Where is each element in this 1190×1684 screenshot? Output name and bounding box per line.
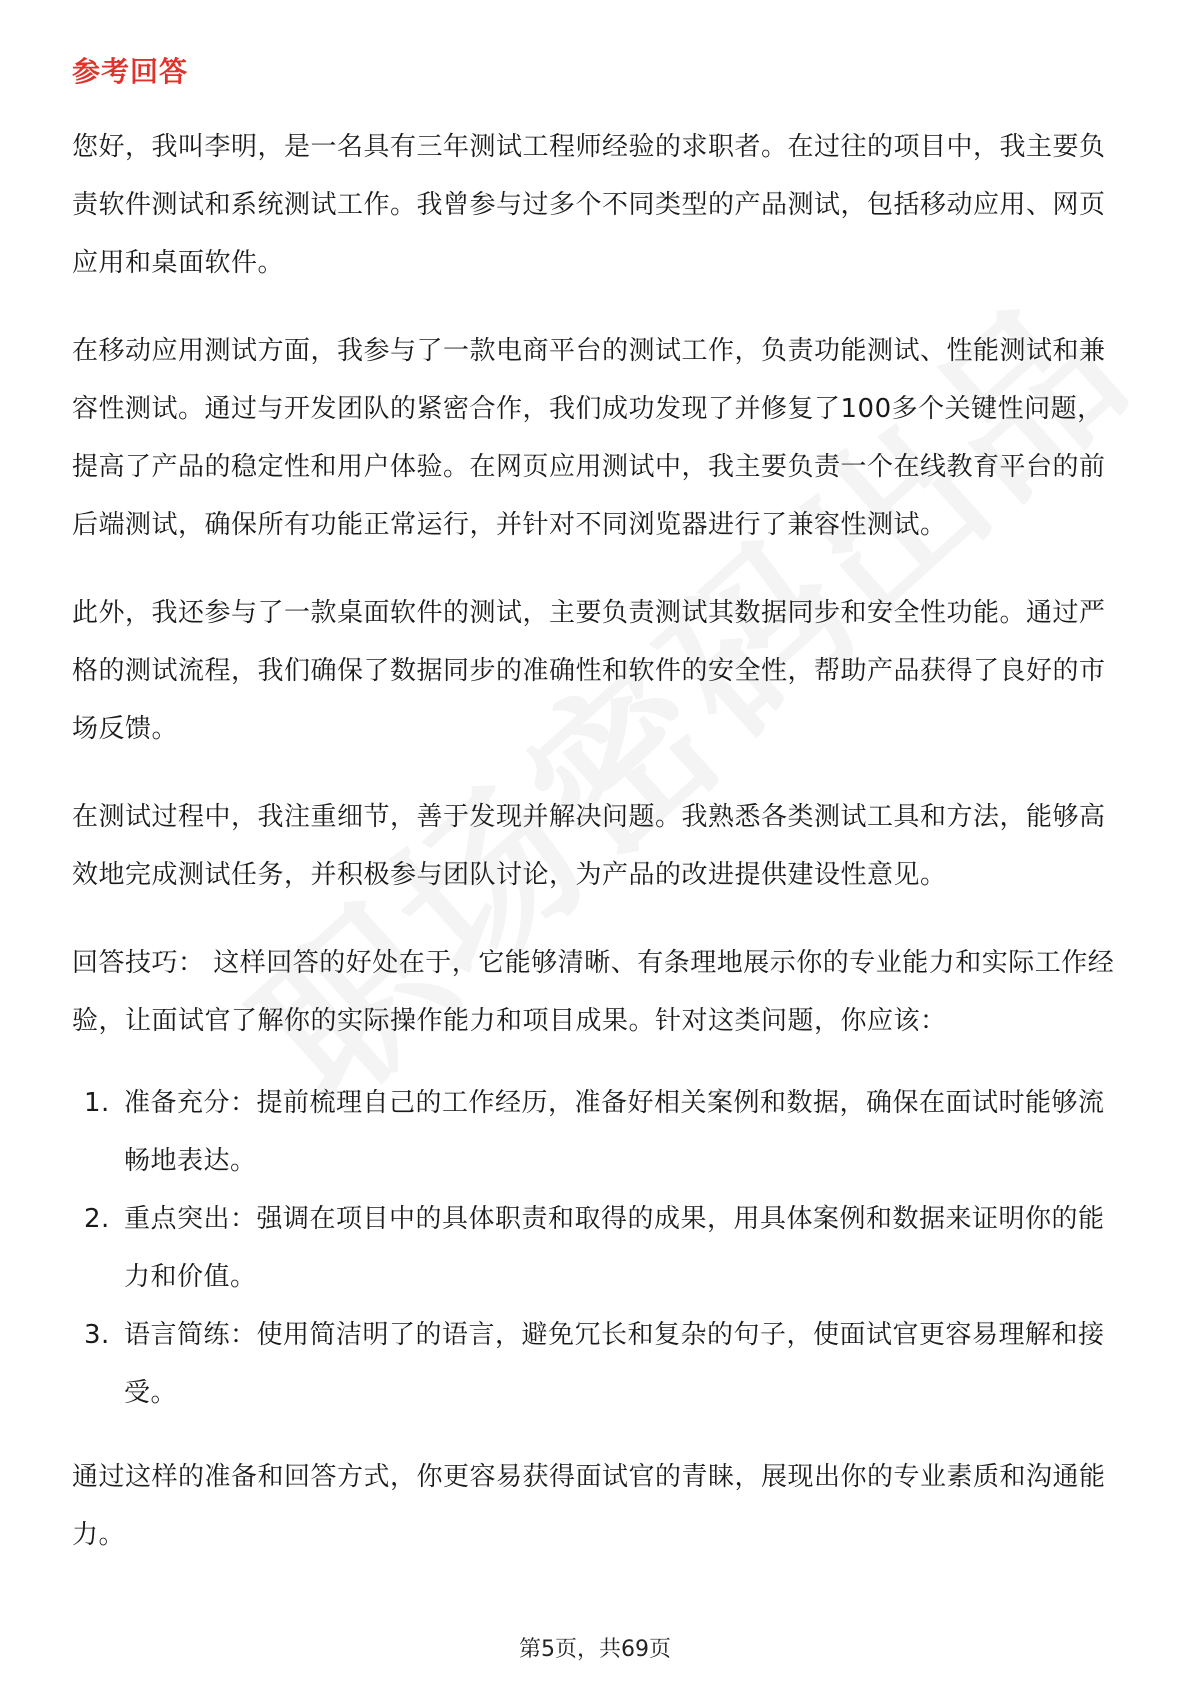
- tip-intro: 回答技巧： 这样回答的好处在于，它能够清晰、有条理地展示你的专业能力和实际工作经验，让面试官了解你的实际操作能力和项目成果。针对这类问题，你应该：: [72, 948, 1115, 1036]
- list-item-text: 重点突出：强调在项目中的具体职责和取得的成果，用具体案例和数据来证明你的能力和价值。: [124, 1204, 1105, 1292]
- paragraph-mobile-web: 在移动应用测试方面，我参与了一款电商平台的测试工作，负责功能测试、性能测试和兼容性测试。通过与开发团队的紧密合作，我们成功发现了并修复了100多个关键性问题，提高了产品的稳定性和用户体验。在网页应用测试中，我主要负责一个在线教育平台的前后端测试，确保所有功能正常运行，并针对不同浏览器进行了兼容性测试。: [72, 336, 1106, 540]
- paragraph-closing: 通过这样的准备和回答方式，你更容易获得面试官的青睐，展现出你的专业素质和沟通能力。: [72, 1462, 1106, 1550]
- paragraph-intro: 您好，我叫李明，是一名具有三年测试工程师经验的求职者。在过往的项目中，我主要负责软件测试和系统测试工作。我曾参与过多个不同类型的产品测试，包括移动应用、网页应用和桌面软件。: [72, 132, 1106, 278]
- list-number: 2.: [84, 1204, 110, 1234]
- list-item: [72, 1074, 1122, 1190]
- list-item: [72, 1306, 1122, 1422]
- section-title: 参考回答: [72, 55, 189, 88]
- list-number: 1.: [84, 1088, 110, 1118]
- list-item: [72, 1190, 1122, 1306]
- tips-list: [72, 1074, 1122, 1422]
- list-number: 3.: [84, 1320, 110, 1350]
- paragraph-desktop: 此外，我还参与了一款桌面软件的测试，主要负责测试其数据同步和安全性功能。通过严格的测试流程，我们确保了数据同步的准确性和软件的安全性，帮助产品获得了良好的市场反馈。: [72, 598, 1106, 744]
- paragraph-process: 在测试过程中，我注重细节，善于发现并解决问题。我熟悉各类测试工具和方法，能够高效地完成测试任务，并积极参与团队讨论，为产品的改进提供建设性意见。: [72, 802, 1106, 890]
- list-item-text: 语言简练：使用简洁明了的语言，避免冗长和复杂的句子，使面试官更容易理解和接受。: [124, 1320, 1105, 1408]
- answer-content: [72, 118, 1122, 1594]
- list-item-text: 准备充分：提前梳理自己的工作经历，准备好相关案例和数据，确保在面试时能够流畅地表达。: [124, 1088, 1105, 1176]
- page-footer: 第5页，共69页: [519, 1637, 671, 1662]
